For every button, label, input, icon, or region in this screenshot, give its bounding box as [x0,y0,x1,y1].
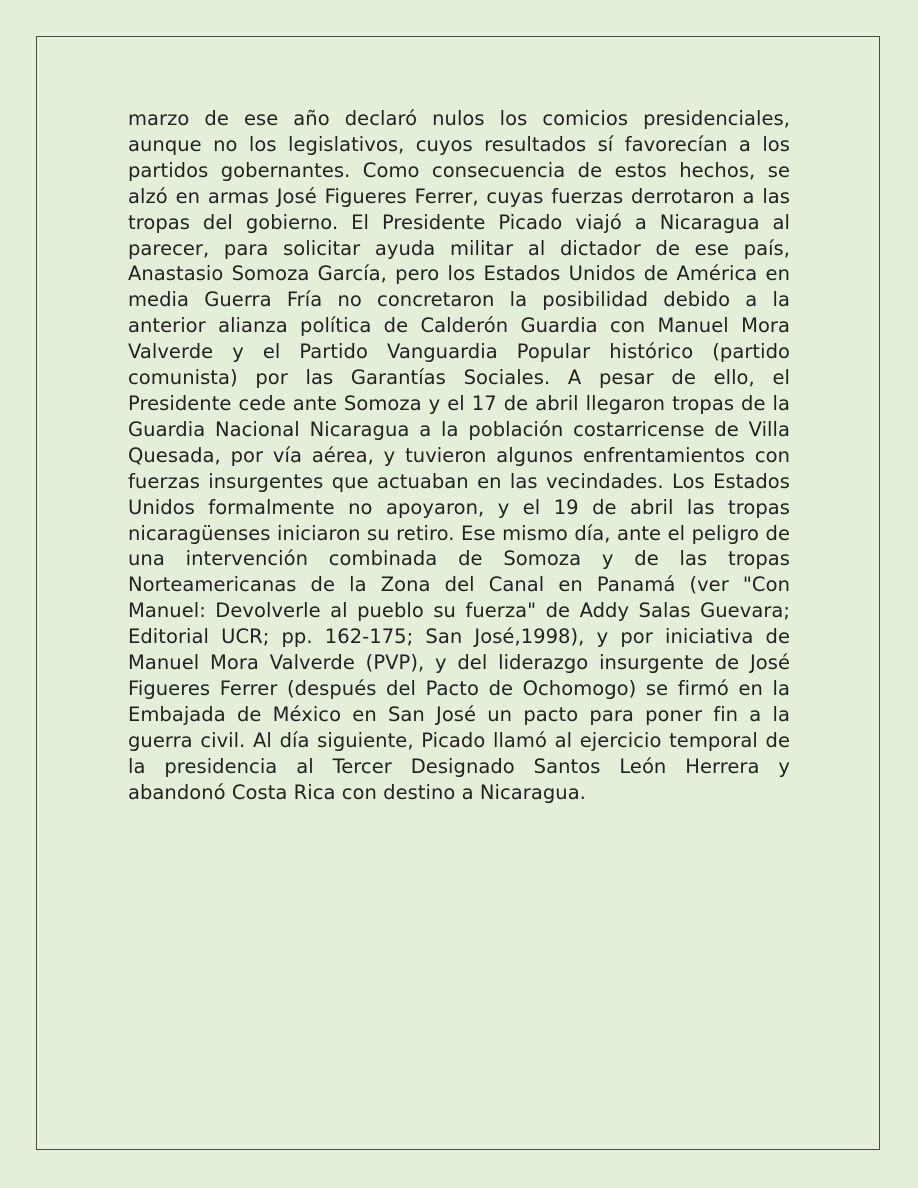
body-paragraph: marzo de ese año declaró nulos los comicios presidenciales, aunque no los legislativos, cuyos resultados sí favorecían a los partidos gobernantes. Como consecuencia de estos hechos, se alzó en armas José Figueres Ferrer, cuyas fuerzas derrotaron a las tropas del gobierno. El Presidente Picado viajó a Nicaragua al parecer, para solicitar ayuda militar al dictador de ese país, Anastasio Somoza García, pero los Estados Unidos de América en media Guerra Fría no concretaron la posibilidad debido a la anterior alianza política de Calderón Guardia con Manuel Mora Valverde y el Partido Vanguardia Popular histórico (partido comunista) por las Garantías Sociales. A pesar de ello, el Presidente cede ante Somoza y el 17 de abril llegaron tropas de la Guardia Nacional Nicaragua a la población costarricense de Villa Quesada, por vía aérea, y tuvieron algunos enfrentamientos con fuerzas insurgentes que actuaban en las vecindades. Los Estados Unidos formalmente no apoyaron, y el 19 de abril las tropas nicaragüenses iniciaron su retiro. Ese mismo día, ante el peligro de una intervención combinada de Somoza y de las tropas Norteamericanas de la Zona del Canal en Panamá (ver "Con Manuel: Devolverle al pueblo su fuerza" de Addy Salas Guevara; Editorial UCR; pp. 162-175; San José,1998), y por iniciativa de Manuel Mora Valverde (PVP), y del liderazgo insurgente de José Figueres Ferrer (después del Pacto de Ochomogo) se firmó en la Embajada de México en San José un pacto para poner fin a la guerra civil. Al día siguiente, Picado llamó al ejercicio temporal de la presidencia al Tercer Designado Santos León Herrera y abandonó Costa Rica con destino a Nicaragua. [128,107,790,804]
